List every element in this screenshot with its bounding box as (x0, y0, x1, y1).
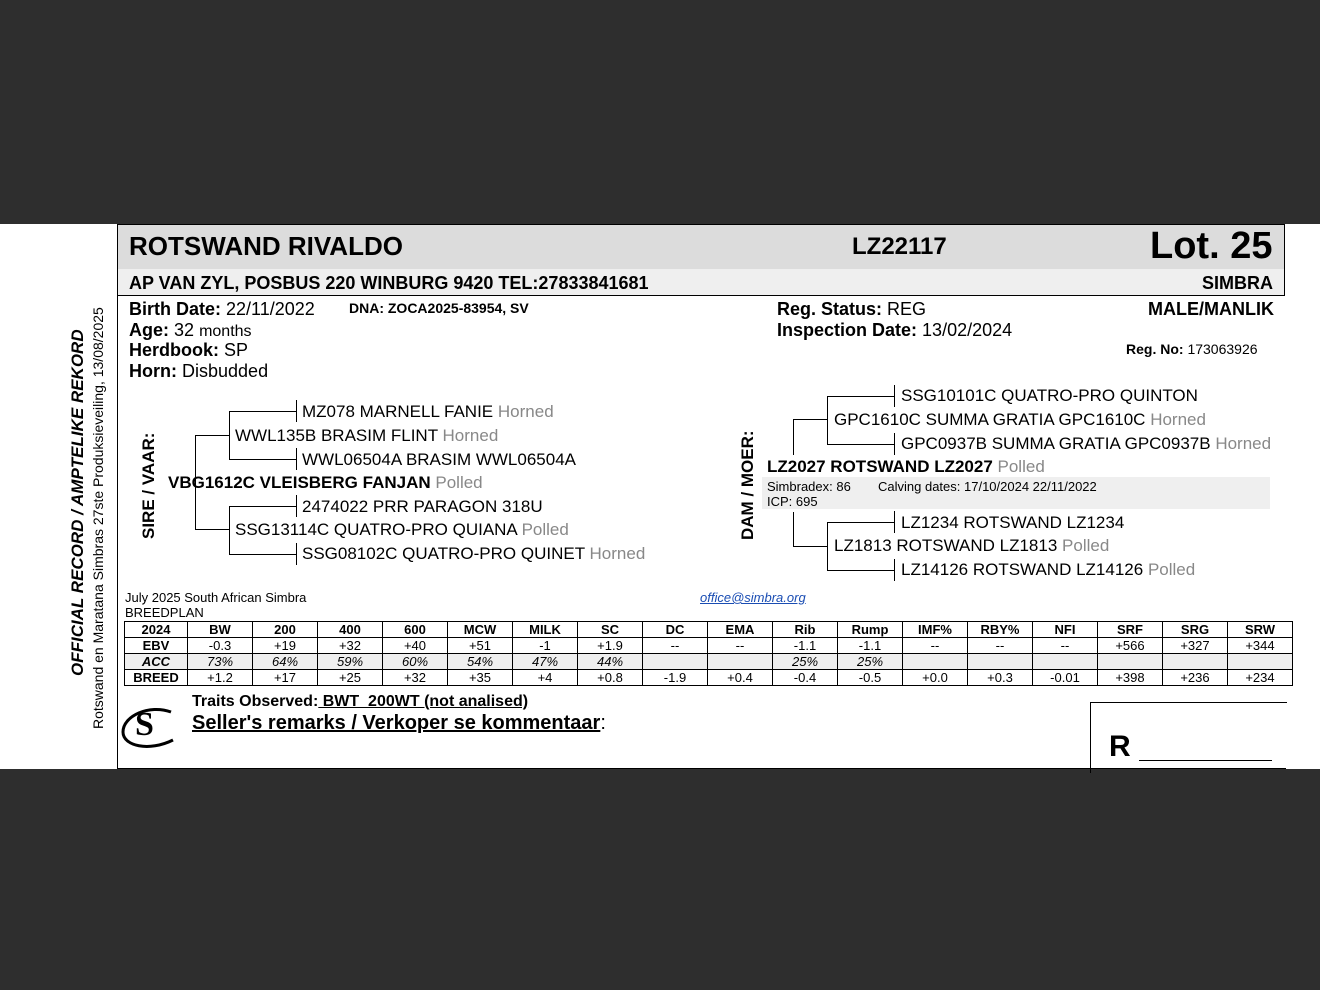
tree-line (894, 559, 895, 581)
ebv-cell (1163, 654, 1228, 670)
ebv-cell: -1.1 (838, 638, 903, 654)
ebv-cell: 54% (448, 654, 513, 670)
price-prefix: R (1109, 730, 1131, 763)
dam-label: DAM / MOER: (738, 430, 757, 540)
logo-letter: S (135, 706, 154, 743)
ebv-cell: 25% (773, 654, 838, 670)
ebv-cell: -1 (513, 638, 578, 654)
tree-line (229, 554, 297, 555)
ebv-cell: +1.9 (578, 638, 643, 654)
tree-line (195, 435, 229, 436)
ebv-cell: 64% (253, 654, 318, 670)
owner-line: AP VAN ZYL, POSBUS 220 WINBURG 9420 TEL:27833841681 (129, 273, 649, 293)
sex-label: MALE/MANLIK (1148, 299, 1274, 319)
official-record-label: OFFICIAL RECORD / AMPTELIKE REKORD (68, 329, 87, 676)
tree-line (229, 506, 230, 554)
ebv-header-cell: MCW (448, 622, 513, 638)
dna-info: DNA: ZOCA2025-83954, SV (349, 300, 529, 316)
ebv-row (125, 654, 1293, 670)
ebv-cell: +0.3 (968, 670, 1033, 686)
traits-observed: Traits Observed: BWT 200WT (not analised) (192, 693, 529, 710)
ebv-cell: +236 (1163, 670, 1228, 686)
reg-status: Reg. Status: REG (777, 299, 927, 319)
sire-dam-dam: SSG08102C QUATRO-PRO QUINET Horned (302, 544, 646, 563)
ebv-cell: +35 (448, 670, 513, 686)
ebv-header-cell: SC (578, 622, 643, 638)
dam-sire: GPC1610C SUMMA GRATIA GPC1610C Horned (834, 410, 1206, 429)
ebv-cell: -0.4 (773, 670, 838, 686)
tree-line (827, 570, 895, 571)
ebv-cell: +234 (1228, 670, 1293, 686)
ebv-header-cell: 200 (253, 622, 318, 638)
tree-line (229, 411, 230, 459)
tree-line (793, 419, 827, 420)
ebv-cell: 73% (188, 654, 253, 670)
ebv-header-row (125, 622, 1293, 638)
ebv-header-cell: 600 (383, 622, 448, 638)
tree-line (827, 522, 828, 570)
tree-line (894, 433, 895, 455)
ebv-cell: +0.4 (708, 670, 773, 686)
ebv-header-cell: SRG (1163, 622, 1228, 638)
lot-card (0, 224, 1320, 769)
sire-sire-sire: MZ078 MARNELL FANIE Horned (302, 402, 554, 421)
sire-sire: WWL135B BRASIM FLINT Horned (235, 426, 499, 445)
ebv-cell: +398 (1098, 670, 1163, 686)
ebv-header-cell: RBY% (968, 622, 1033, 638)
sire-sire-dam: WWL06504A BRASIM WWL06504A (302, 450, 577, 469)
tree-line (894, 511, 895, 533)
tree-line (229, 459, 297, 460)
event-label: Rotswand en Maratana Simbras 27ste Produksieveiling, 13/08/2025 (90, 307, 106, 729)
icp: ICP: 695 (767, 494, 818, 509)
simbra-logo (119, 702, 185, 754)
age: Age: 32 months (129, 320, 252, 340)
ebv-cell: +17 (253, 670, 318, 686)
ebv-cell: -0.5 (838, 670, 903, 686)
ebv-cell: +0.8 (578, 670, 643, 686)
tree-line (296, 495, 297, 517)
ebv-cell: +1.2 (188, 670, 253, 686)
tree-line (229, 506, 297, 507)
ebv-header-cell: IMF% (903, 622, 968, 638)
ebv-header-cell: DC (643, 622, 708, 638)
tree-line (827, 396, 828, 444)
animal-name: ROTSWAND RIVALDO (129, 231, 403, 261)
ebv-cell: -0.01 (1033, 670, 1098, 686)
sire-label: SIRE / VAAR: (139, 432, 158, 539)
dam-dam-sire: LZ1234 ROTSWAND LZ1234 (901, 513, 1125, 532)
ebv-cell: +25 (318, 670, 383, 686)
inspection-date: Inspection Date: 13/02/2024 (777, 320, 1013, 340)
ebv-cell (968, 654, 1033, 670)
ebv-header-cell: Rib (773, 622, 838, 638)
tree-line (894, 385, 895, 407)
sellers-remarks: Seller's remarks / Verkoper se kommentaar: (192, 712, 606, 734)
reg-number: Reg. No: 173063926 (1126, 341, 1258, 357)
ebv-header-cell: SRW (1228, 622, 1293, 638)
ebv-cell: +566 (1098, 638, 1163, 654)
dam-sire-sire: SSG10101C QUATRO-PRO QUINTON (901, 386, 1198, 405)
herdbook: Herdbook: SP (129, 340, 249, 360)
ebv-cell: -1.9 (643, 670, 708, 686)
sire-dam-sire: 2474022 PRR PARAGON 318U (302, 497, 543, 516)
ebv-cell: -0.3 (188, 638, 253, 654)
ebv-cell (643, 654, 708, 670)
tree-line (793, 512, 794, 546)
ebv-cell: ACC (125, 654, 188, 670)
ebv-cell: -- (1033, 638, 1098, 654)
price-field[interactable] (1139, 760, 1272, 761)
ebv-cell (1033, 654, 1098, 670)
ebv-cell: -- (643, 638, 708, 654)
tree-line (195, 529, 229, 530)
ebv-cell: 44% (578, 654, 643, 670)
ebv-cell: EBV (125, 638, 188, 654)
breedplan-source: July 2025 South African Simbra (125, 590, 307, 605)
lot-number: Lot. 25 (1150, 225, 1273, 267)
sire-dam: SSG13114C QUATRO-PRO QUIANA Polled (235, 520, 569, 539)
ebv-cell: -- (708, 638, 773, 654)
ebv-header-cell: SRF (1098, 622, 1163, 638)
simbradex: Simbradex: 86 (767, 479, 851, 494)
animal-id: LZ22117 (852, 233, 947, 260)
ebv-header-cell: 2024 (125, 622, 188, 638)
email-link[interactable]: office@simbra.org (700, 590, 806, 605)
ebv-cell: +40 (383, 638, 448, 654)
tree-line (827, 444, 895, 445)
ebv-row (125, 638, 1293, 654)
tree-line (827, 396, 895, 397)
ebv-row (125, 670, 1293, 686)
ebv-cell: +19 (253, 638, 318, 654)
breed-label: SIMBRA (1202, 273, 1273, 293)
ebv-header-cell: 400 (318, 622, 383, 638)
ebv-cell (1098, 654, 1163, 670)
tree-line (229, 411, 297, 412)
birth-date: Birth Date: 22/11/2022 (129, 299, 315, 319)
ebv-header-cell: BW (188, 622, 253, 638)
ebv-cell: +32 (318, 638, 383, 654)
ebv-cell: 47% (513, 654, 578, 670)
dam-dam: LZ1813 ROTSWAND LZ1813 Polled (834, 536, 1110, 555)
ebv-cell: +51 (448, 638, 513, 654)
breedplan-name: BREEDPLAN (125, 605, 204, 620)
ebv-header-cell: NFI (1033, 622, 1098, 638)
ebv-cell (903, 654, 968, 670)
ebv-header-cell: EMA (708, 622, 773, 638)
ebv-cell: +327 (1163, 638, 1228, 654)
ebv-cell: -1.1 (773, 638, 838, 654)
tree-line (296, 448, 297, 470)
calving-dates: Calving dates: 17/10/2024 22/11/2022 (878, 479, 1097, 494)
tree-line (793, 419, 794, 455)
ebv-cell: +344 (1228, 638, 1293, 654)
tree-line (296, 400, 297, 422)
sire-name: VBG1612C VLEISBERG FANJAN Polled (168, 473, 483, 492)
ebv-cell: 59% (318, 654, 383, 670)
ebv-header-cell: Rump (838, 622, 903, 638)
ebv-cell (708, 654, 773, 670)
ebv-cell: +4 (513, 670, 578, 686)
ebv-cell: BREED (125, 670, 188, 686)
ebv-table (124, 621, 1293, 686)
tree-line (793, 546, 827, 547)
dam-dam-dam: LZ14126 ROTSWAND LZ14126 Polled (901, 560, 1196, 579)
tree-line (296, 543, 297, 565)
ebv-cell: 60% (383, 654, 448, 670)
ebv-cell: +0.0 (903, 670, 968, 686)
ebv-cell (1228, 654, 1293, 670)
tree-line (827, 522, 895, 523)
ebv-cell: 25% (838, 654, 903, 670)
dam-name: LZ2027 ROTSWAND LZ2027 Polled (767, 457, 1045, 476)
ebv-cell: -- (968, 638, 1033, 654)
ebv-header-cell: MILK (513, 622, 578, 638)
ebv-cell: +32 (383, 670, 448, 686)
dam-sire-dam: GPC0937B SUMMA GRATIA GPC0937B Horned (901, 434, 1272, 453)
horn-status: Horn: Disbudded (129, 361, 269, 381)
ebv-cell: -- (903, 638, 968, 654)
